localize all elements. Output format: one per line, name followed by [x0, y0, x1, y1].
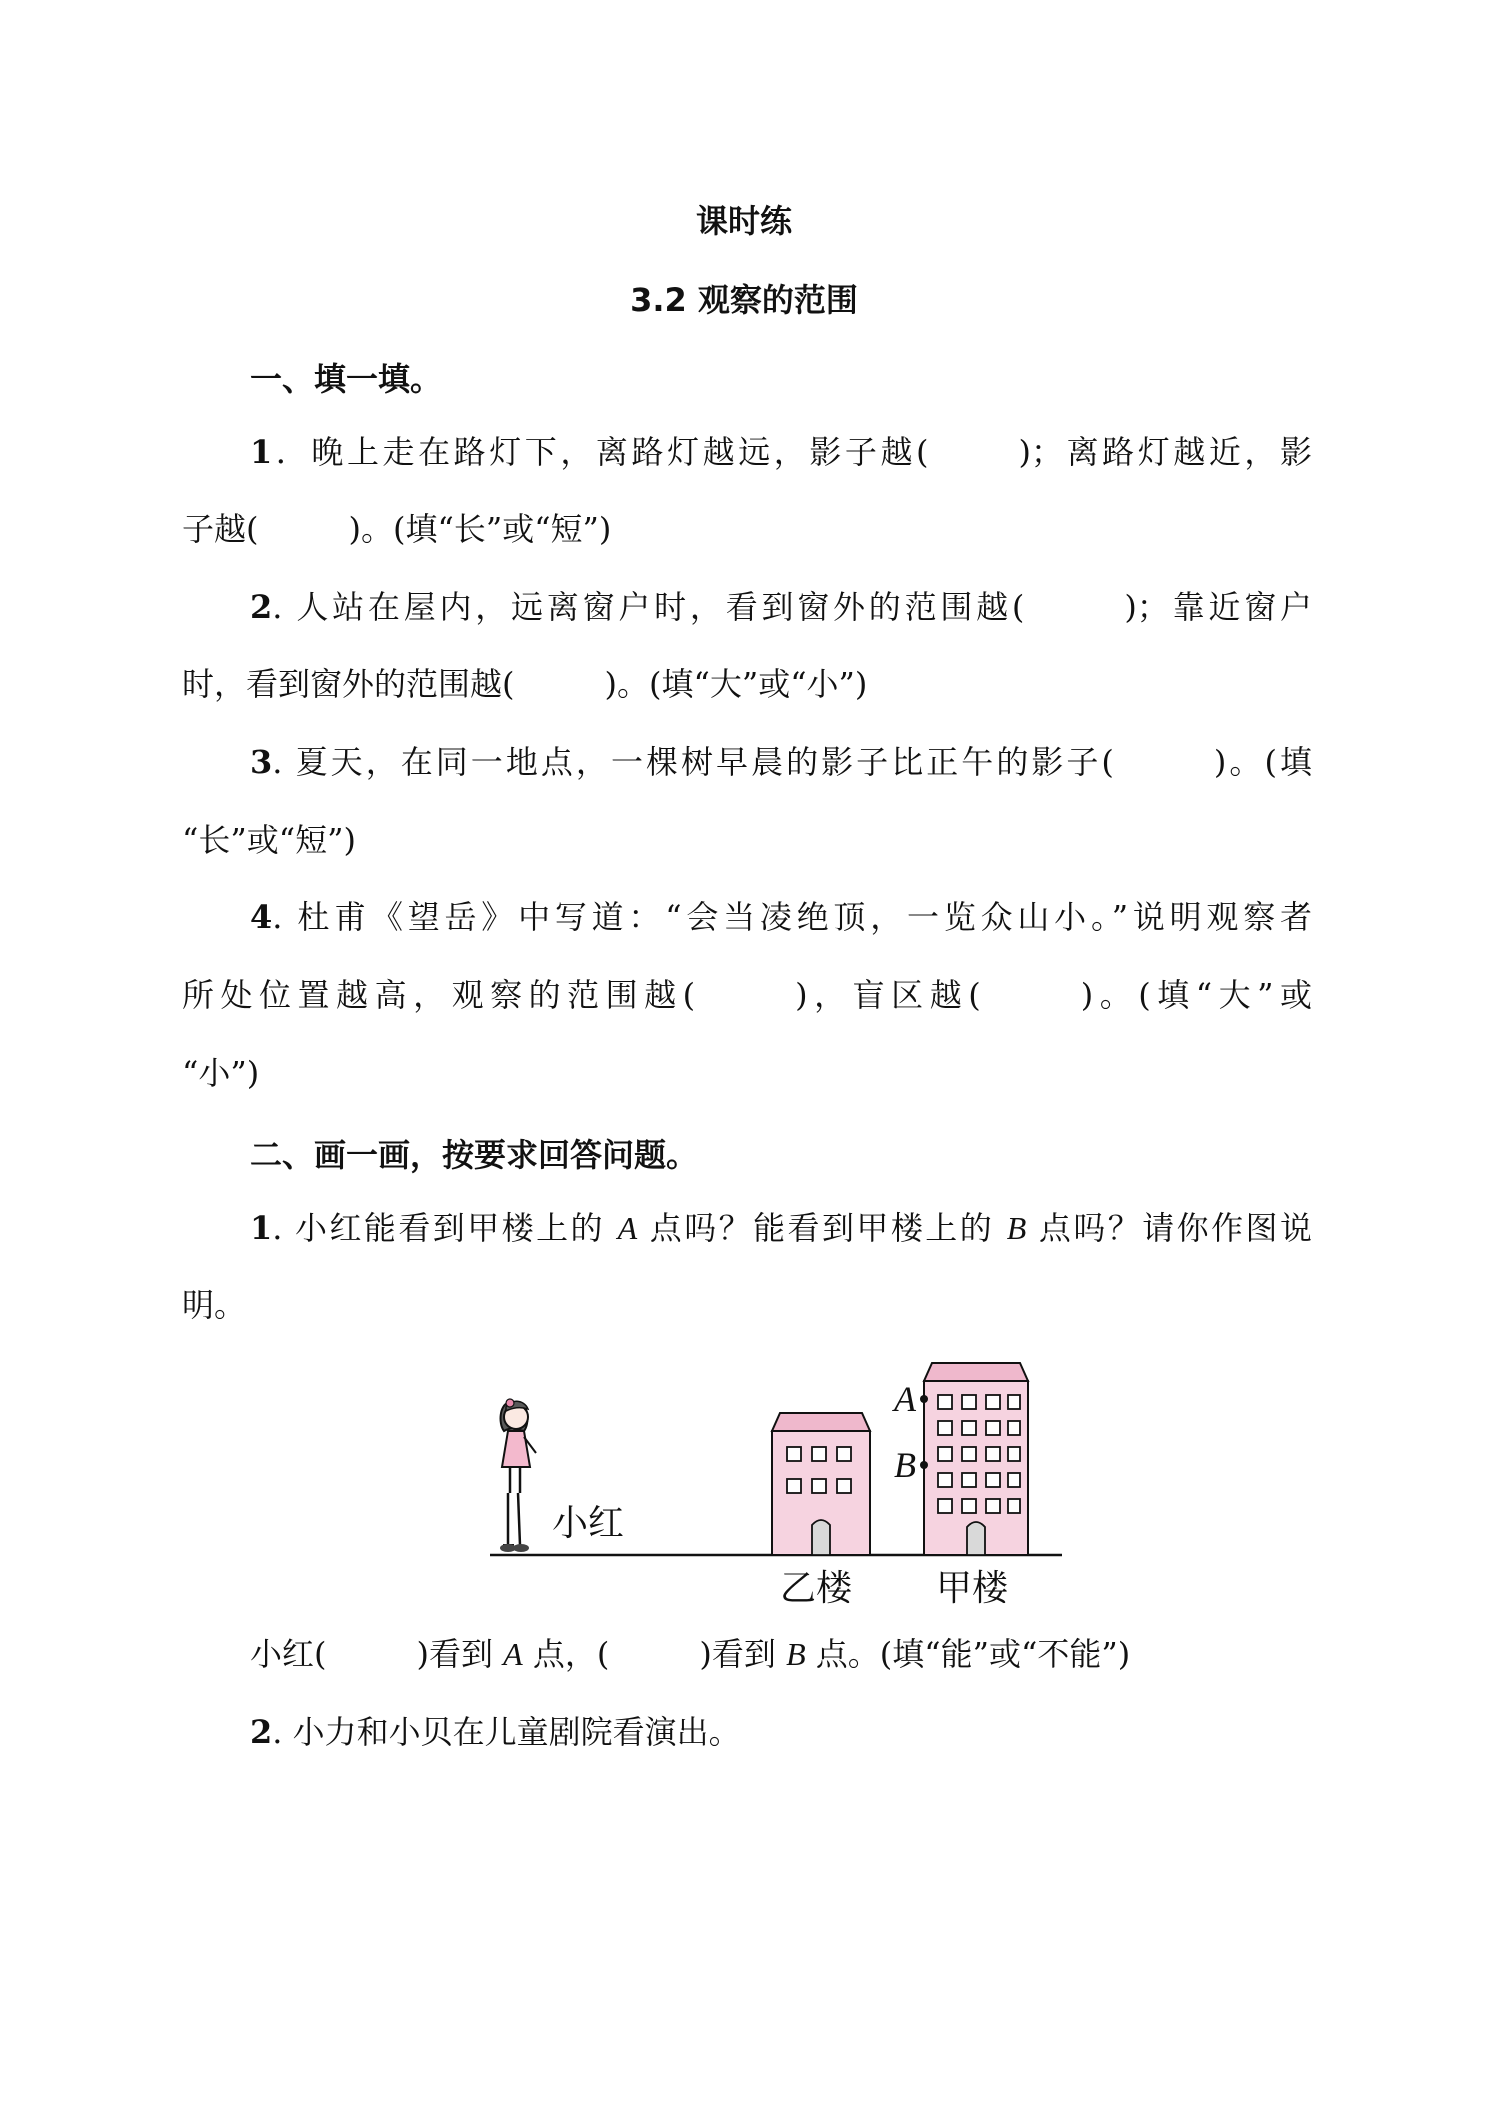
section-heading-draw: 二、画一画，按要求回答问题。: [250, 1136, 699, 1174]
question-4-line-1: 4. 杜甫《望岳》中写道：“会当凌绝顶，一览众山小。”说明观察者: [250, 898, 1312, 936]
section-heading-fill: 一、填一填。: [250, 360, 443, 398]
question-3-line-2: “长”或“短”): [182, 821, 356, 859]
question-2-line-1: 2. 人站在屋内，远离窗户时，看到窗外的范围越( )；靠近窗户: [250, 588, 1312, 626]
question-3-line-1: 3. 夏天，在同一地点，一棵树早晨的影子比正午的影子( )。(填: [250, 743, 1312, 781]
page-title: 课时练: [695, 202, 792, 240]
question-4-line-3: “小”): [182, 1054, 260, 1092]
point-b-marker: [920, 1461, 928, 1469]
building-jia-label: 甲楼: [936, 1568, 1009, 1609]
part2-question-1-line-2: 明。: [182, 1286, 247, 1324]
building-jia: [924, 1363, 1028, 1555]
figure-answer-line: 小红( )看到 A 点，( )看到 B 点。(填“能”或“不能”): [250, 1635, 1131, 1673]
question-1-line-2: 子越( )。(填“长”或“短”): [182, 510, 612, 548]
point-a-label: A: [894, 1379, 916, 1419]
observation-figure: [490, 1355, 1080, 1615]
point-a-marker: [920, 1395, 928, 1403]
part2-question-1-line-1: 1. 小红能看到甲楼上的 A 点吗？能看到甲楼上的 B 点吗？请你作图说: [250, 1209, 1312, 1247]
question-1-line-1: 1．晚上走在路灯下，离路灯越远，影子越( )；离路灯越近，影: [250, 433, 1312, 471]
point-b-label: B: [894, 1445, 916, 1485]
question-2-line-2: 时，看到窗外的范围越( )。(填“大”或“小”): [182, 665, 868, 703]
part2-question-2: 2. 小力和小贝在儿童剧院看演出。: [250, 1713, 741, 1751]
building-yi: [772, 1413, 870, 1555]
girl-xiaohong-icon: [500, 1399, 536, 1552]
question-4-line-2: 所处位置越高，观察的范围越( )，盲区越( )。(填“大”或: [182, 976, 1312, 1014]
lesson-title: 3.2 观察的范围: [630, 281, 858, 319]
building-yi-label: 乙楼: [780, 1568, 853, 1609]
girl-label: 小红: [552, 1503, 625, 1544]
